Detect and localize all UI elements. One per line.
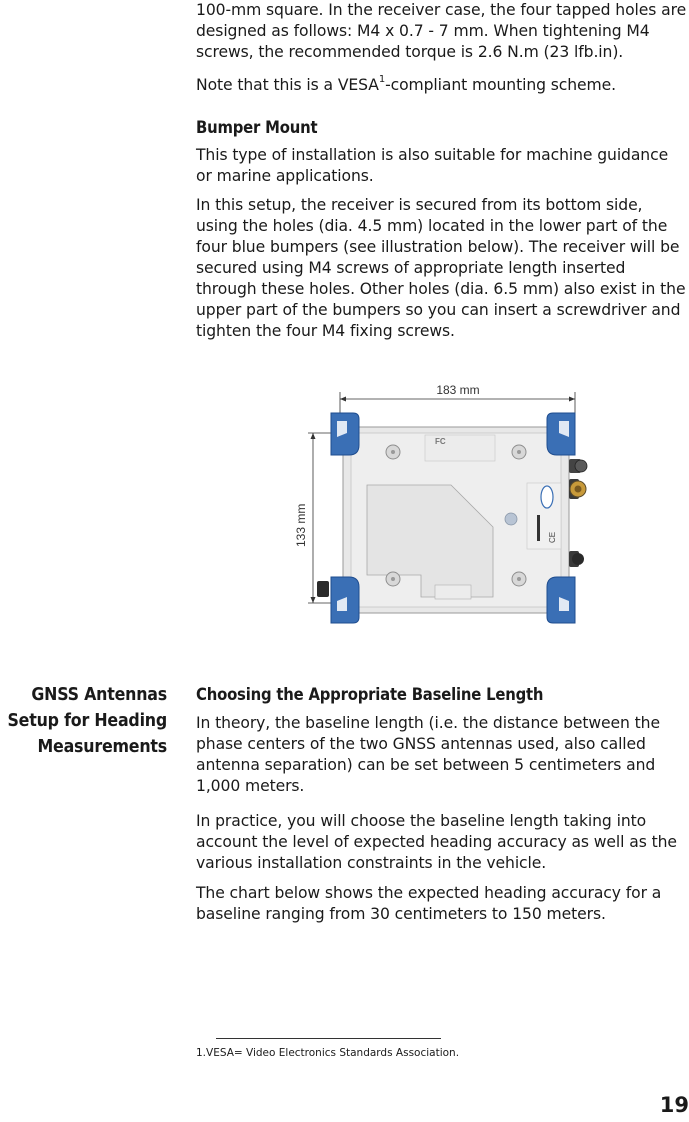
paragraph-chart-intro: The chart below shows the expected heading accuracy for a baseline ranging from 30 centimeters to 150 meters. [196,884,662,923]
footnote-ref: 1 [378,73,386,85]
section-heading-line-1: GNSS Antennas [31,685,167,705]
paragraph-torque: 100-mm square. In the receiver case, the four tapped holes are designed as follows: M4 x 0.7 - 7 mm. When tightening M4 screws, the recommended torque is 2.6 N.m (23 lfb.in). [196,1,687,61]
bumper-top-right [547,413,575,455]
page-number: 19 [659,1093,689,1117]
fc-mark: FC [435,437,446,446]
ce-mark: CE [548,531,557,543]
paragraph-baseline-theory: In theory, the baseline length (i.e. the distance between the phase centers of the two GNSS antennas used, also called antenna separation) can be set between 5 centimeters and 1,000 meters. [196,714,660,795]
vesa-note-text-end: -compliant mounting scheme. [385,76,616,94]
vesa-note-text: Note that this is a VESA [196,76,379,94]
paragraph-bumper-intro: This type of installation is also suitable for machine guidance or marine applications. [196,146,669,185]
section-heading [0,682,167,760]
paragraph-vesa-note [196,75,688,96]
footnote-rule [216,1038,441,1039]
baseline-length-heading: Choosing the Appropriate Baseline Length [196,685,544,704]
receiver-drawing [275,375,605,635]
section-heading-line-3: Measurements [37,737,167,757]
section-heading-line-2: Setup for Heading [7,711,167,731]
bumper-mount-heading: Bumper Mount [196,118,318,137]
left-connector [317,581,329,597]
width-dimension [340,383,575,420]
height-label: 133 mm [294,503,308,547]
footnote-vesa: 1.VESA= Video Electronics Standards Association. [196,1047,460,1059]
paragraph-bumper-setup: In this setup, the receiver is secured from its bottom side, using the holes (dia. 4.5 mm) located in the lower part of the four blue bumpers (see illustration below). The receiver will be secured using M4 screws of appropriate length inserted through these holes. Other holes (dia. 6.5 mm) also exist in the upper part of the bumpers so you can insert a screwdriver and tighten the four M4 fixing screws. [196,196,686,340]
paragraph-baseline-practice: In practice, you will choose the baseline length taking into account the level of expected heading accuracy as well as the various installation constraints in the vehicle. [196,812,677,872]
connectors [569,459,587,567]
width-label: 183 mm [436,383,480,397]
product-label [527,483,561,549]
receiver-bottom-illustration [275,375,605,635]
bumper-top-left [331,413,359,455]
fcc-label [425,435,495,461]
